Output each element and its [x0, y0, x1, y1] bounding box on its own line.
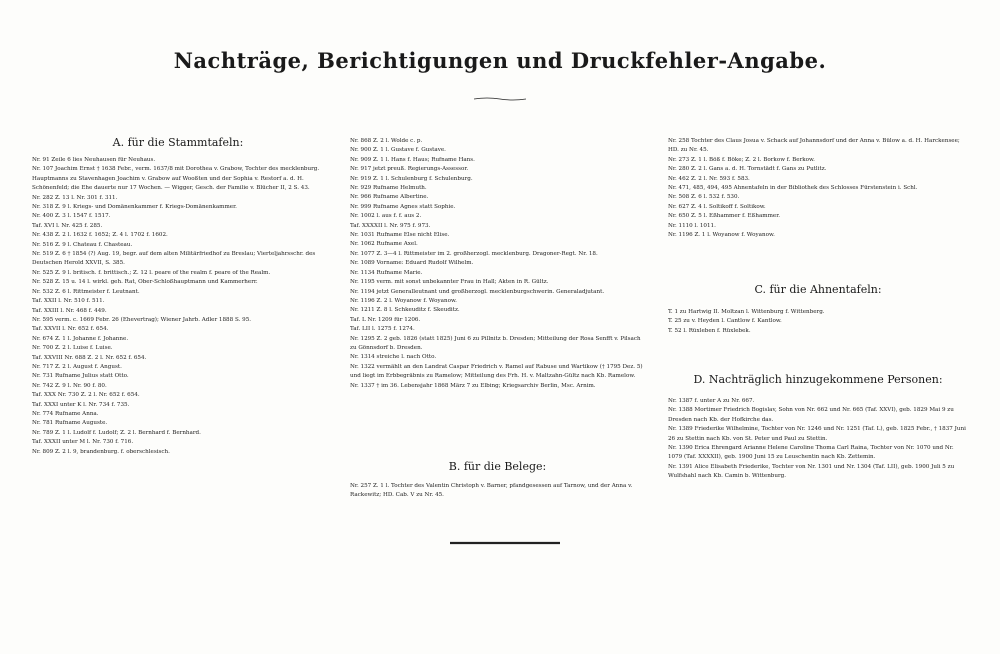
section-a-column — [32, 136, 324, 457]
correction-entry: Nr. 1387 f. unter A zu Nr. 667. — [668, 398, 755, 404]
section-b-heading: B. für die Belege: — [448, 460, 547, 473]
correction-entry: Nr. 674 Z. 1 l. Johanne f. Johanne. — [32, 335, 129, 342]
correction-entry: Nr. 1295 Z. 2 geb. 1826 (statt 1825) Juni 6 zu Pillnitz b. Dresden; Mitteilung der Rosa Senfft v. Pilsach zu Gönnsdorf b. Dresden. — [350, 335, 643, 351]
closing-ornament — [450, 541, 560, 545]
correction-entry: Taf. XXVIII Nr. 688 Z. 2 l. Nr. 652 f. 654. — [32, 354, 147, 361]
correction-entry: Nr. 742 Z. 9 l. Nr. 90 f. 80. — [32, 382, 107, 389]
correction-entry: Nr. 1322 vermählt an den Landrat Caspar Friedrich v. Ramel auf Rabuse und Wartikow († 1795 Dez. 5) und liegt im Erbbegräbnis zu Ramelow; Mitteilung des Frh. H. v. Maltzahn-Gültz nach Kb. Ramelow. — [350, 363, 645, 380]
section-d-heading: D. Nachträglich hinzugekommene Personen: — [693, 373, 943, 386]
correction-entry: Nr. 1391 Alice Elisabeth Friederike, Tochter von Nr. 1301 und Nr. 1304 (Taf. LII), geb. 1900 Juli 5 zu Wulfshahl nach Kb. Camin b. Wittenburg. — [668, 463, 956, 480]
section-d-column — [668, 397, 968, 482]
correction-entry: Nr. 774 Rufname Anna. — [32, 410, 99, 417]
correction-entry: Nr. 929 Rufname Helmuth. — [350, 185, 427, 192]
correction-entry: Nr. 528 Z. 15 u. 14 l. wirkl. geh. Rat, Ober-Schloßhauptmann und Kammerherr. — [32, 279, 258, 286]
correction-entry: Nr. 318 Z. 9 l. Kriegs- und Domänenkammer f. Kriegs-Domänenkammer. — [32, 204, 237, 211]
section-a-heading: A. für die Stammtafeln: — [112, 136, 244, 149]
correction-entry: Taf. LII l. 1275 f. 1274. — [350, 326, 415, 333]
correction-entry: Nr. 508 Z. 6 l. 532 f. 530. — [668, 194, 740, 201]
correction-entry: Nr. 1337 † im 36. Lebensjahr 1868 März 7 zu Elbing; Kriegsarchiv Berlin, Msc. Arnim. — [350, 382, 596, 389]
correction-entry: Nr. 909 Z. 1 l. Hans f. Haus; Rufname Hans. — [350, 156, 475, 163]
correction-entry: Nr. 1196 Z. 1 l. Woyanow f. Woyanow. — [668, 232, 775, 239]
correction-entry: Nr. 1062 Rufname Axel. — [350, 241, 418, 248]
correction-entry: Nr. 789 Z. 1 l. Ludolf f. Ludolf; Z. 2 l. Bernhard f. Bernhard. — [32, 429, 201, 436]
section-d-list — [668, 397, 968, 482]
correction-entry: Nr. 1194 jetzt Generalleutnant und großherzogl. mecklenburgschwerin. Generaladjutant. — [350, 288, 605, 295]
correction-entry: Nr. 91 Zeile 6 lies Neuhausen für Neuhaus. — [32, 157, 156, 163]
correction-entry: Taf. XVI l. Nr. 425 f. 285. — [32, 222, 103, 229]
correction-entry: Taf. XXIII l. Nr. 468 f. 449. — [32, 307, 107, 314]
correction-entry: Nr. 781 Rufname Auguste. — [32, 420, 108, 427]
correction-entry: Nr. 999 Rufname Agnes statt Sophie. — [350, 203, 456, 210]
correction-entry: Taf. XXX Nr. 730 Z. 2 l. Nr. 652 f. 654. — [32, 392, 140, 399]
correction-entry: T. 52 l. Rüxleben f. Rüxlebek. — [668, 327, 751, 334]
correction-entry: Nr. 868 Z. 2 l. Wolde c. p. — [350, 138, 423, 144]
correction-entry: T. 1 zu Hartwig II. Moltzan l. Wittenburg f. Wittenberg. — [668, 309, 825, 315]
section-c-heading: C. für die Ahnentafeln: — [754, 283, 882, 296]
section-c-column — [668, 308, 968, 336]
section-b-column — [350, 482, 645, 501]
correction-entry: Nr. 595 verm. c. 1669 Febr. 26 (Ehevertrag); Wiener Jahrb. Adler 1888 S. 95. — [32, 316, 252, 323]
correction-entry: Nr. 107 Joachim Ernst † 1638 Febr., verm. 1637/8 mit Dorothea v. Grabow, Tochter des mecklenburg. Hauptmanns zu Stavenhagen Joachim v. Grabow auf Wooßten und der Sophia v. Restorf a. d. H. Schönenfeld; die Ehe dauerte nur 17 Wochen. — Wigger, Gesch. der Familie v. Blücher II, 2 S. 43. — [32, 166, 321, 192]
correction-entry: Taf. XXVII l. Nr. 652 f. 654. — [32, 326, 109, 333]
correction-entry: Nr. 700 Z. 2 l. Luise f. Luise. — [32, 345, 113, 352]
correction-entry: Nr. 462 Z. 2 l. Nr. 593 f. 583. — [668, 175, 750, 182]
correction-entry: Taf. L Nr. 1209 für 1206. — [350, 316, 421, 323]
correction-entry: Nr. 1314 streiche l. nach Otto. — [350, 354, 437, 361]
correction-entry: Nr. 731 Rufname Julius statt Otto. — [32, 373, 129, 380]
correction-entry: Nr. 471, 485, 494, 495 Ahnentafeln in der Bibliothek des Schlosses Fürstenstein i. Schl. — [668, 185, 918, 192]
correction-entry: Nr. 1389 Friederike Wilhelmine, Tochter von Nr. 1246 und Nr. 1251 (Taf. L), geb. 1825 Febr., † 1837 Juni 26 zu Stettin nach Kb. von St. Peter und Paul zu Stettin. — [668, 426, 968, 442]
correction-entry: Nr. 516 Z. 9 l. Chateau f. Chasteau. — [32, 241, 133, 248]
correction-entry: Nr. 919 Z. 1 l. Schulenburg f. Schulenburg. — [350, 175, 473, 182]
correction-entry: Nr. 519 Z. 6 † 1854 (?) Aug. 19, begr. auf dem alten Militärfriedhof zu Breslau; Vierteljahrsschr. des Deutschen Herold XXVII, S. 385. — [32, 251, 318, 267]
correction-entry: Nr. 1002 l. aus f. f. aus 2. — [350, 213, 422, 220]
correction-entry: Nr. 400 Z. 3 l. 1547 f. 1517. — [32, 213, 111, 220]
correction-entry: Nr. 900 Z. 1 l. Gustave f. Gustave. — [350, 147, 446, 154]
section-b-continued-column — [668, 137, 968, 240]
correction-entry: Taf. XXXI unter K l. Nr. 734 f. 735. — [32, 401, 130, 408]
correction-entry: Nr. 966 Rufname Albertine. — [350, 194, 429, 201]
correction-entry: Nr. 1077 Z. 3—4 l. Rittmeister im 2. großherzogl. mecklenburg. Dragoner-Regt. Nr. 18. — [350, 250, 598, 257]
correction-entry: Nr. 258 Tochter des Claus Josua v. Schack auf Johannsdorf und der Anna v. Bülow a. d. H. Harckensee; HD. zu Nr. 45. — [668, 138, 962, 154]
correction-entry: Nr. 1195 verm. mit sonst unbekannter Frau in Hall; Akten in R. Gültz. — [350, 279, 549, 286]
correction-entry: Nr. 717 Z. 2 l. August f. Angust. — [32, 363, 122, 370]
correction-entry: Nr. 1390 Erica Ehrengard Arianne Helene Caroline Thoma Carl Raina, Tochter von Nr. 1070 und Nr. 1079 (Taf. XXXXII), geb. 1900 Juni 15 zu Leuschentin nach Kb. Zettemin. — [668, 445, 956, 461]
correction-entry: Nr. 532 Z. 6 l. Rittmeister f. Leutnant. — [32, 288, 140, 295]
correction-entry: Nr. 1196 Z. 2 l. Woyanow f. Woyanow. — [350, 297, 457, 304]
correction-entry: Taf. XXII l. Nr. 510 f. 511. — [32, 298, 105, 305]
correction-entry: Nr. 1211 Z. 8 l. Schkeuditz f. Skeuditz. — [350, 307, 460, 314]
correction-entry: Nr. 917 jetzt preuß. Regierungs-Assessor. — [350, 166, 469, 173]
correction-entry: Taf. XXXII unter M l. Nr. 730 f. 716. — [32, 439, 134, 446]
section-b-list — [350, 482, 645, 501]
correction-entry: Nr. 525 Z. 9 l. britisch. f. brittisch.; Z. 12 l. peare of the realm f. peare of the Realm. — [32, 269, 271, 276]
section-a-continued-column — [350, 137, 645, 391]
correction-entry: Taf. XXXXII l. Nr. 975 f. 973. — [350, 222, 431, 229]
section-a-continued-list — [350, 137, 645, 391]
correction-entry: T. 25 zu v. Heyden l. Cantlow f. Kantlow. — [668, 318, 782, 325]
section-b-continued-list — [668, 137, 968, 240]
correction-entry: Nr. 1134 Rufname Marie. — [350, 269, 423, 276]
correction-entry: Nr. 627 Z. 4 l. Soltikoff f. Soltikow. — [668, 203, 766, 210]
correction-entry: Nr. 273 Z. 1 l. Böß f. Böke; Z. 2 l. Borkow f. Berkow. — [668, 156, 815, 163]
section-a-list — [32, 156, 324, 457]
correction-entry: Nr. 650 Z. 5 l. Eßhammer f. Eßhammer. — [668, 213, 781, 220]
correction-entry: Nr. 1031 Rufname Else nicht Elise. — [350, 232, 450, 239]
correction-entry: Nr. 257 Z. 1 l. Tochter des Valentin Christoph v. Barner, pfandgesessen auf Tarnow, und der Anna v. Rackewitz; HD. Cab. V zu Nr. 45. — [350, 483, 635, 499]
correction-entry: Nr. 809 Z. 2 l. 9, brandenburg. f. oberschlesisch. — [32, 448, 170, 455]
correction-entry: Nr. 438 Z. 2 l. 1632 f. 1652; Z. 4 l. 1702 f. 1602. — [32, 232, 168, 239]
title-ornament — [474, 97, 526, 101]
correction-entry: Nr. 1110 l. 1011. — [668, 222, 716, 229]
section-c-list — [668, 308, 968, 336]
correction-entry: Nr. 282 Z. 13 l. Nr. 301 f. 311. — [32, 194, 118, 201]
correction-entry: Nr. 1089 Vorname: Eduard Rudolf Wilhelm. — [350, 260, 474, 267]
correction-entry: Nr. 1388 Mortimer Friedrich Bogislav, Sohn von Nr. 662 und Nr. 665 (Taf. XXVI), geb. 1829 Mai 9 zu Dresden nach Kb. der Hofkirche das. — [668, 407, 956, 423]
correction-entry: Nr. 280 Z. 2 l. Gans a. d. H. Tornstädt f. Gans zu Putlitz. — [668, 166, 827, 173]
page-title: Nachträge, Berichtigungen und Druckfehler-Angabe. — [173, 48, 827, 73]
